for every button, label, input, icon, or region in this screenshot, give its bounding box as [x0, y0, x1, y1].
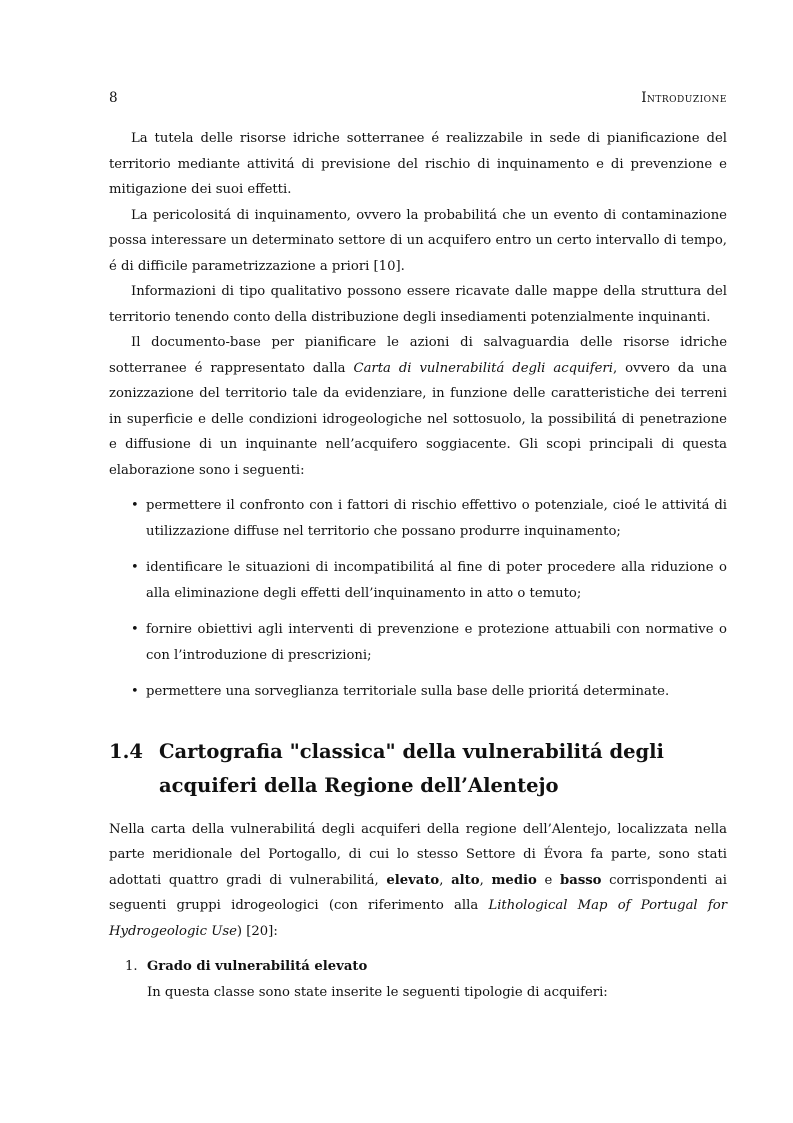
paragraph-alentejo	[109, 817, 727, 945]
term-elevato: elevato	[386, 872, 440, 888]
page	[109, 90, 727, 1005]
bullet-icon: •	[131, 498, 139, 513]
section-title: Cartografia "classica" della vulnerabilitá degli acquiferi della Regione dell’Alentejo	[159, 739, 664, 797]
bullet-icon: •	[131, 622, 139, 637]
text-run: ) [20]:	[236, 923, 278, 939]
bullet-list	[109, 493, 727, 705]
text-run: Il documento-base per pianificare le azioni di salvaguardia delle risorse idriche sotterranee é rappresentato dalla	[109, 335, 727, 376]
text-run: ,	[439, 872, 452, 888]
section-heading	[109, 735, 727, 803]
running-title: Introduzione	[641, 90, 727, 106]
enum-item	[109, 954, 727, 1005]
citation-lithological-map: Lithological Map of Portugal for Hydrogeologic Use	[109, 898, 728, 939]
enumerated-list	[109, 954, 727, 1005]
section-number: 1.4	[109, 739, 143, 763]
list-item-text: identificare le situazioni di incompatibilitá al fine di poter procedere alla riduzione o alla eliminazione degli effetti dell’inquinamento in atto o temuto;	[146, 560, 727, 601]
list-item	[109, 617, 727, 668]
term-medio: medio	[491, 872, 537, 888]
page-number: 8	[109, 90, 118, 106]
term-alto: alto	[451, 872, 480, 888]
paragraph-documento-base	[109, 330, 727, 483]
paragraph-tutela: La tutela delle risorse idriche sotterranee é realizzabile in sede di pianificazione del territorio mediante attivitá di previsione del rischio di inquinamento e di prevenzione e mitigazione dei suoi effetti.	[109, 131, 727, 197]
text-run: , ovvero da una zonizzazione del territorio tale da evidenziare, in funzione delle caratteristiche dei terreni in superficie e delle condizioni idrogeologiche nel sottosuolo, la possibilitá di penetrazione e diffusione di un inquinante nell’acquifero soggiacente. Gli scopi principali di questa elaborazione sono i seguenti:	[109, 360, 727, 478]
bullet-icon: •	[131, 560, 139, 575]
enum-item-body: In questa classe sono state inserite le seguenti tipologie di acquiferi:	[147, 984, 608, 1000]
enum-item-head	[109, 954, 727, 980]
citation-carta: Carta di vulnerabilitá degli acquiferi	[353, 360, 613, 376]
list-item-text: permettere il confronto con i fattori di rischio effettivo o potenziale, cioé le attivitá di utilizzazione diffuse nel territorio che possano produrre inquinamento;	[146, 498, 727, 539]
list-item	[109, 555, 727, 606]
text-run: corrispondenti ai seguenti gruppi idrogeologici (con riferimento alla	[109, 872, 727, 913]
text-run: e	[536, 872, 561, 888]
text-run: Nella carta della vulnerabilitá degli acquiferi della regione dell’Alentejo, localizzata nella parte meridionale del Portogallo, di cui lo stesso Settore di Évora fa parte, sono stati adottati quattro gradi di vulnerabilitá,	[109, 821, 727, 888]
enum-heading: Grado di vulnerabilitá elevato	[147, 959, 368, 974]
list-item	[109, 493, 727, 544]
list-item	[109, 679, 727, 705]
list-item-text: permettere una sorveglianza territoriale sulla base delle prioritá determinate.	[146, 684, 670, 699]
paragraph-pericolosita: La pericolositá di inquinamento, ovvero la probabilitá che un evento di contaminazione possa interessare un determinato settore di un acquifero entro un certo intervallo di tempo, é di difficile parametrizzazione a priori [10].	[109, 207, 727, 274]
term-basso: basso	[560, 872, 602, 888]
text-run: ,	[479, 872, 492, 888]
list-item-text: fornire obiettivi agli interventi di prevenzione e protezione attuabili con normative o con l’introduzione di prescrizioni;	[146, 622, 727, 663]
running-header	[109, 90, 727, 106]
paragraph-informazioni: Informazioni di tipo qualitativo possono essere ricavate dalle mappe della struttura del territorio tenendo conto della distribuzione degli insediamenti potenzialmente inquinanti.	[109, 284, 727, 325]
bullet-icon: •	[131, 684, 139, 699]
enum-label: 1.	[125, 959, 138, 974]
